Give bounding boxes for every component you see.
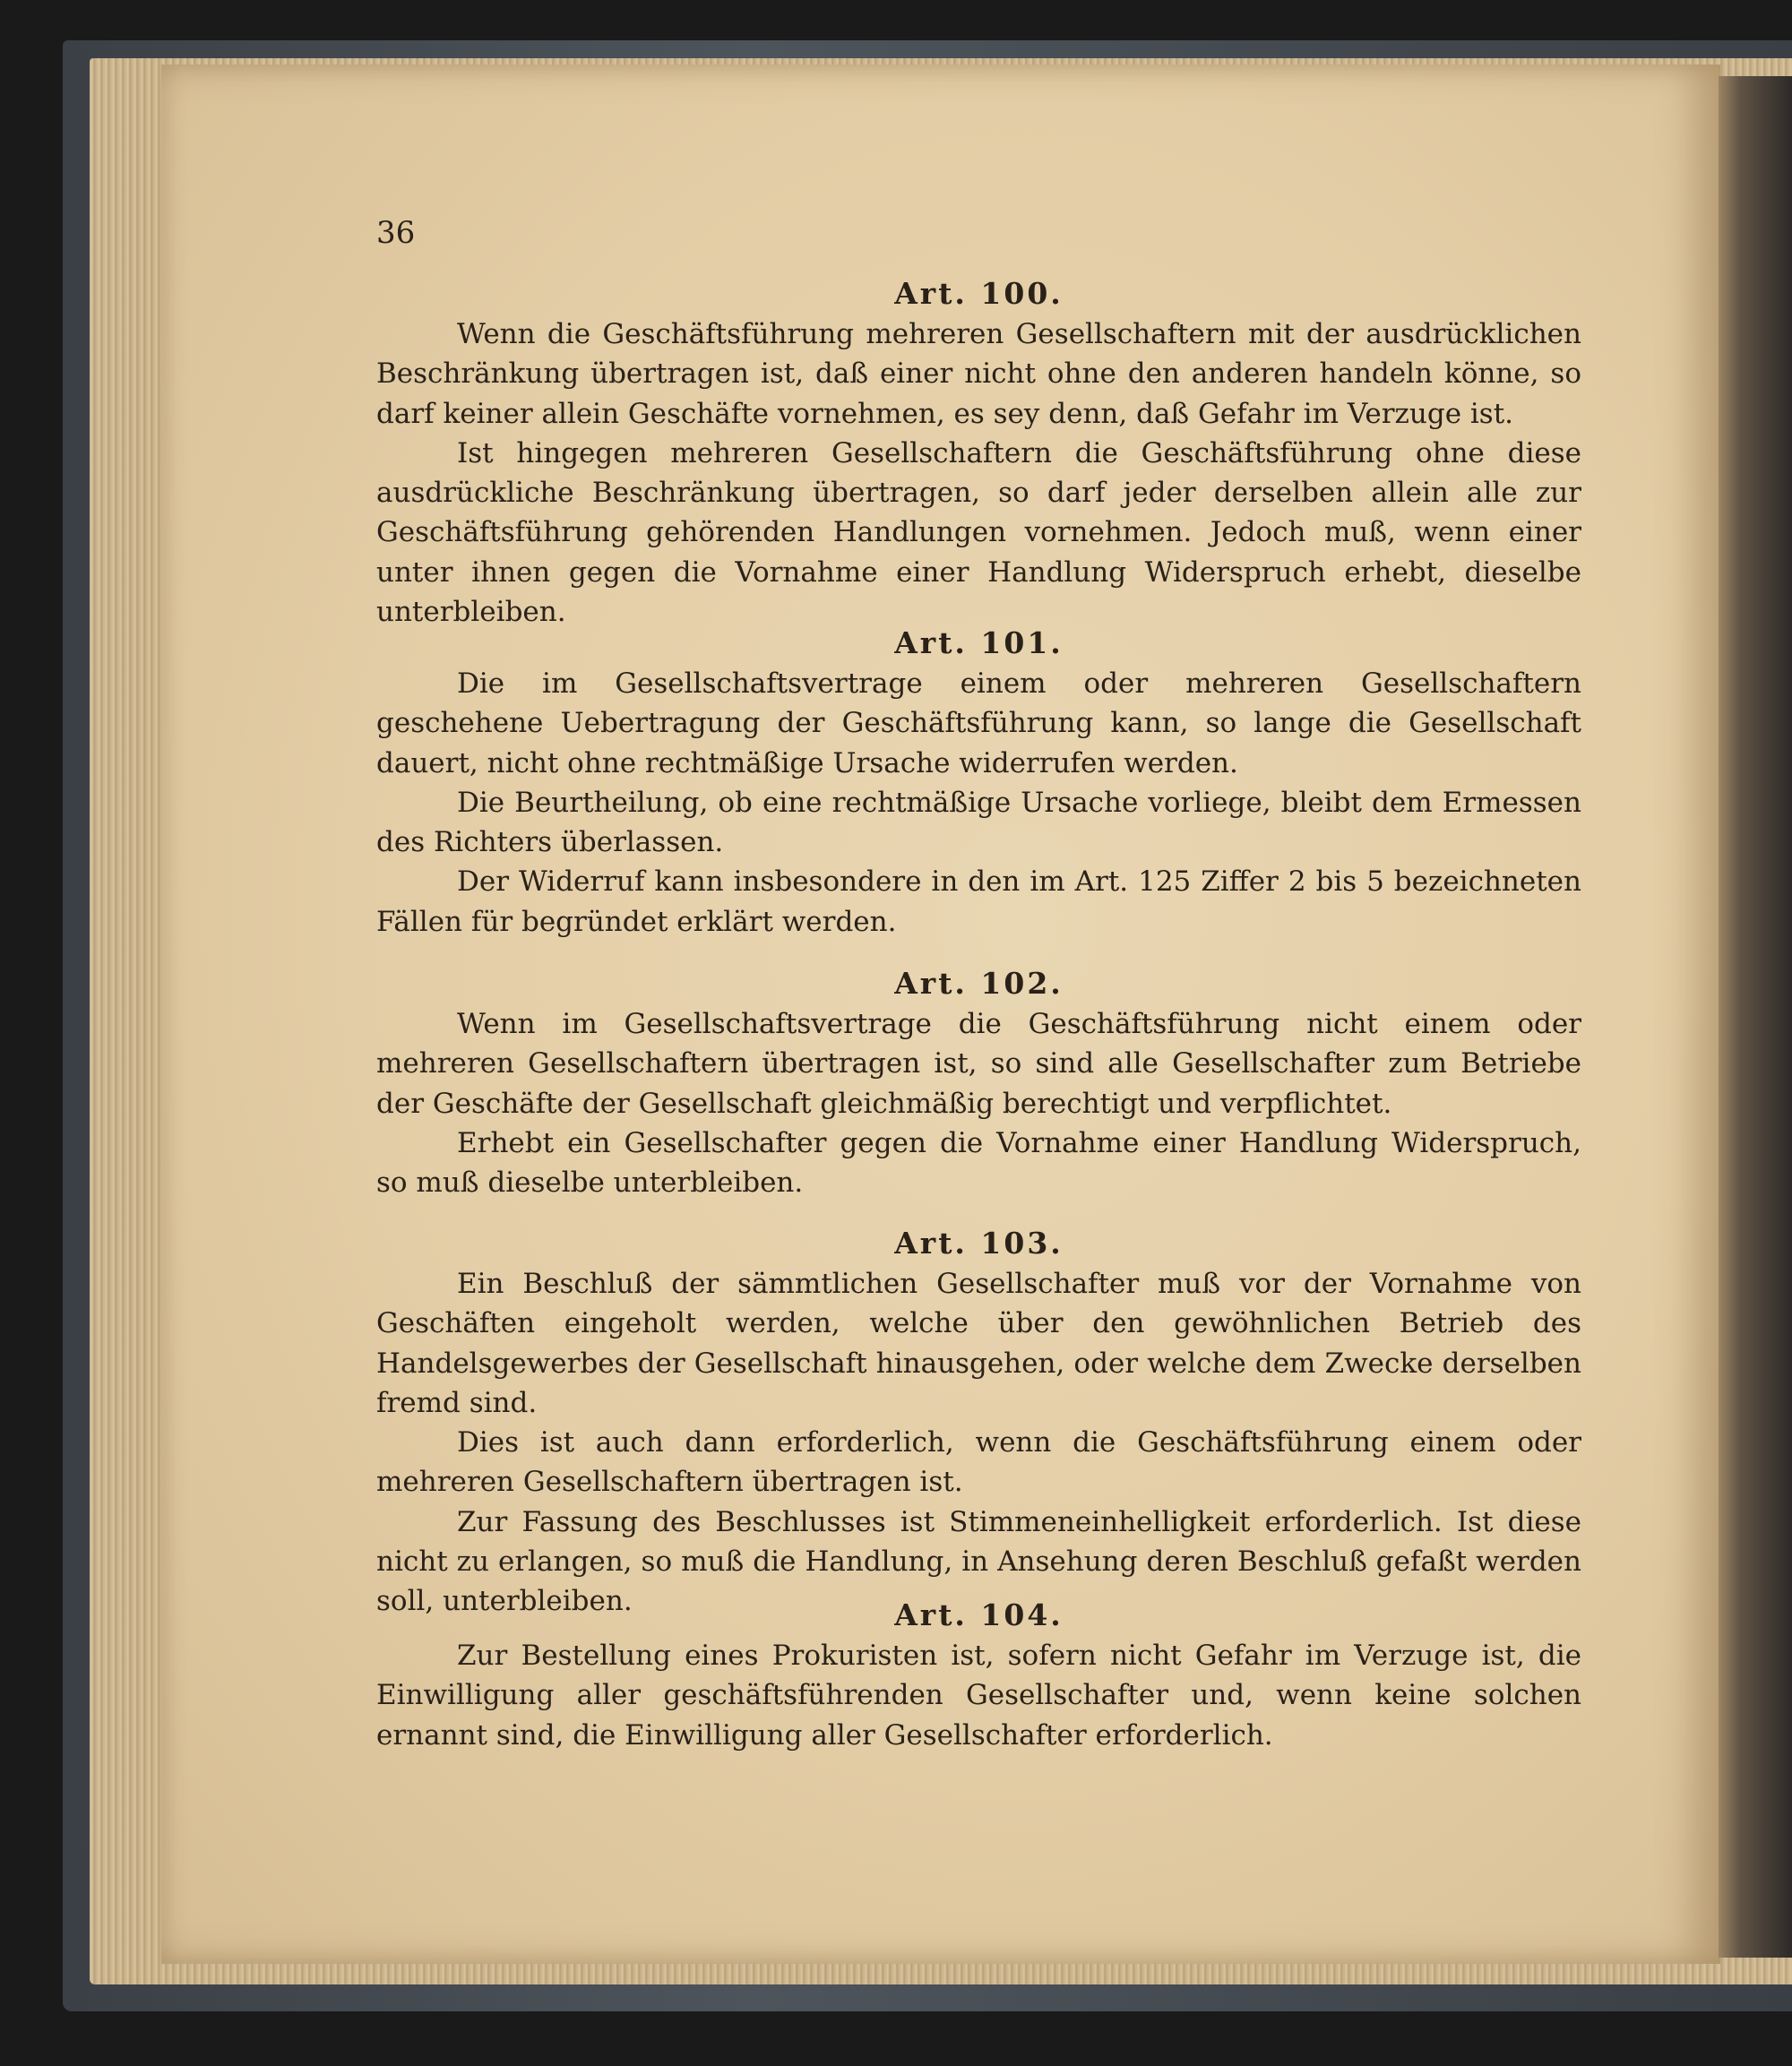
- paragraph: Erhebt ein Gesellschafter gegen die Vornahme einer Handlung Widerspruch, so muß dieselbe unterbleiben.: [376, 1126, 1581, 1200]
- article-104: [376, 1595, 1581, 1755]
- paragraph: Ist hingegen mehreren Gesellschaftern die Geschäftsführung ohne diese ausdrückliche Beschränkung übertragen, so darf jeder derselben allein alle zur Geschäftsführung gehörenden Handlungen vornehmen. Jedoch muß, wenn einer unter ihnen gegen die Vornahme einer Handlung Widerspruch erhebt, dieselbe unterbleiben.: [376, 436, 1581, 629]
- article-103: [376, 1223, 1581, 1622]
- paragraph: Wenn im Gesellschaftsvertrage die Geschäftsführung nicht einem oder mehreren Gesellschaftern übertragen ist, so sind alle Gesellschafter zum Betriebe der Geschäfte der Gesellschaft gleichmäßig berechtigt und verpflichtet.: [376, 1008, 1581, 1120]
- page-number: 36: [376, 215, 416, 251]
- paragraph: Zur Fassung des Beschlusses ist Stimmeneinhelligkeit erforderlich. Ist diese nicht zu erlangen, so muß die Handlung, in Ansehung deren Beschluß gefaßt werden soll, unterbleiben.: [376, 1505, 1581, 1618]
- article-heading: Art. 103.: [894, 1226, 1064, 1261]
- paragraph: Ein Beschluß der sämmtlichen Gesellschafter muß vor der Vornahme von Geschäften eingeholt werden, welche über den gewöhnlichen Betrieb des Handelsgewerbes der Gesellschaft hinausgehen, oder welche dem Zwecke derselben fremd sind.: [376, 1268, 1581, 1419]
- paragraph: Dies ist auch dann erforderlich, wenn die Geschäftsführung einem oder mehreren Gesellschaftern übertragen ist.: [376, 1426, 1581, 1499]
- article-102: [376, 963, 1581, 1202]
- paragraph: Die im Gesellschaftsvertrage einem oder mehreren Gesellschaftern geschehene Uebertragung der Geschäftsführung kann, so lange die Gesellschaft dauert, nicht ohne rechtmäßige Ursache widerrufen werden.: [376, 667, 1581, 779]
- article-heading: Art. 100.: [894, 276, 1064, 311]
- paragraph: Der Widerruf kann insbesondere in den im Art. 125 Ziffer 2 bis 5 bezeichneten Fällen für begründet erklärt werden.: [376, 865, 1581, 938]
- paragraph: Wenn die Geschäftsführung mehreren Gesellschaftern mit der ausdrücklichen Beschränkung übertragen ist, daß einer nicht ohne den anderen handeln könne, so darf keiner allein Geschäfte vornehmen, es sey denn, daß Gefahr im Verzuge ist.: [376, 318, 1581, 430]
- paragraph: Zur Bestellung eines Prokuristen ist, sofern nicht Gefahr im Verzuge ist, die Einwilligung aller geschäftsführenden Gesellschafter und, wenn keine solchen ernannt sind, die Einwilligung aller Gesellschafter erforderlich.: [376, 1640, 1581, 1752]
- article-heading: Art. 102.: [894, 966, 1064, 1001]
- article-heading: Art. 104.: [894, 1597, 1064, 1632]
- book-gutter: [1719, 76, 1792, 1958]
- article-100: [376, 273, 1581, 632]
- article-heading: Art. 101.: [894, 625, 1064, 660]
- paragraph: Die Beurtheilung, ob eine rechtmäßige Ursache vorliege, bleibt dem Ermessen des Richters überlassen.: [376, 786, 1581, 859]
- article-101: [376, 623, 1581, 942]
